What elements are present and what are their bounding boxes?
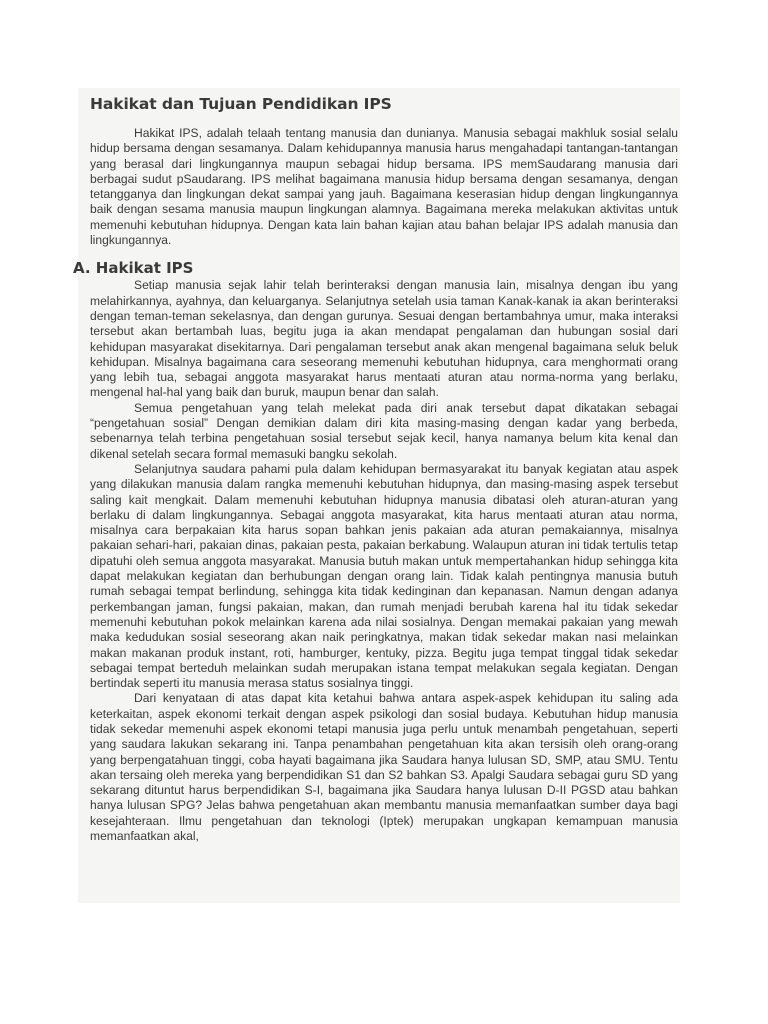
- document-content: [73, 94, 678, 844]
- section-paragraph: Dari kenyataan di atas dapat kita ketahui bahwa antara aspek-aspek kehidupan itu saling ada keterkaitan, aspek ekonomi terkait dengan aspek psikologi dan sosial budaya. Kebutuhan hidup manusia tidak sekedar memenuhi aspek ekonomi tetapi manusia juga perlu untuk menambah pengetahuan, seperti yang saudara lakukan sekarang ini. Tanpa penambahan pengetahuan kita akan tersisih oleh orang-orang yang berpengatahuan tinggi, coba hayati bagaimana jika Saudara hanya lulusan SD, SMP, atau SMU. Tentu akan tersaing oleh mereka yang berpendidikan S1 dan S2 bahkan S3. Apalgi Saudara sebagai guru SD yang sekarang dituntut harus berpendidikan S-I, bagaimana jika Saudara hanya lulusan D-II PGSD atau bahkan hanya lulusan SPG? Jelas bahwa pengetahuan akan membantu manusia memanfaatkan sumber daya bagi kesejahteraan. Ilmu pengetahuan dan teknologi (Iptek) merupakan ungkapan kemampuan manusia memanfaatkan akal,: [90, 691, 678, 844]
- document-title: Hakikat dan Tujuan Pendidikan IPS: [90, 95, 392, 113]
- section-paragraph: Setiap manusia sejak lahir telah berinteraksi dengan manusia lain, misalnya dengan ibu yang melahirkannya, ayahnya, dan keluarganya. Selanjutnya setelah usia taman Kanak-kanak ia akan berinteraksi dengan teman-teman sekelasnya, dan dengan gurunya. Sesuai dengan bertambahnya umur, maka interaksi tersebut akan bertambah luas, begitu juga ia akan mendapat pengalaman dan hubungan sosial dari kehidupan masyarakat disekitarnya. Dari pengalaman tersebut anak akan mengenal bagaimana seluk beluk kehidupan. Misalnya bagaimana cara seseorang memenuhi kebutuhan hidupnya, cara menghormati orang yang lebih tua, sebagai anggota masyarakat harus mentaati aturan atau norma-norma yang berlaku, mengenal hal-hal yang baik dan buruk, maupun benar dan salah.: [90, 278, 678, 400]
- section-paragraph: Selanjutnya saudara pahami pula dalam kehidupan bermasyarakat itu banyak kegiatan atau aspek yang dilakukan manusia dalam rangka memenuhi kebutuhan hidupnya, dan masing-masing aspek tersebut saling kait mengkait. Dalam memenuhi kebutuhan hidupnya manusia dibatasi oleh aturan-aturan yang berlaku di dalam lingkungannya. Sebagai anggota masyarakat, kita harus mentaati aturan atau norma, misalnya cara berpakaian kita harus sopan bahkan jenis pakaian ada aturan pemakaiannya, misalnya pakaian sehari-hari, pakaian dinas, pakaian pesta, pakaian berkabung. Walaupun aturan ini tidak tertulis tetap dipatuhi oleh semua anggota masyarakat. Manusia butuh makan untuk mempertahankan hidup sehingga kita dapat melakukan kegiatan dan berhubungan dengan orang lain. Tidak kalah pentingnya manusia butuh rumah sebagai tempat berlindung, sehingga kita tidak kedinginan dan kepanasan. Namun dengan adanya perkembangan jaman, fungsi pakaian, makan, dan rumah menjadi berubah karena hal itu tidak sekedar memenuhi kebutuhan pokok melainkan karena ada nilai sosialnya. Dengan memakai pakaian yang mewah maka kedudukan sosial seseorang akan naik peringkatnya, makan tidak sekedar makan nasi melainkan makan makanan produk instant, roti, hamburger, kentuky, pizza. Begitu juga tempat tinggal tidak sekedar sebagai tempat berteduh melainkan sudah merupakan istana tempat melakukan segala kegiatan. Dengan bertindak seperti itu manusia merasa status sosialnya tinggi.: [90, 461, 678, 691]
- section-heading: A. Hakikat IPS: [73, 259, 194, 278]
- intro-paragraph: Hakikat IPS, adalah telaah tentang manusia dan dunianya. Manusia sebagai makhluk sosial selalu hidup bersama dengan sesamanya. Dalam kehidupannya manusia harus mengahadapi tantangan-tantangan yang berasal dari lingkungannya maupun sebagai hidup bersama. IPS memSaudarang manusia dari berbagai sudut pSaudarang. IPS melihat bagaimana manusia hidup bersama dengan sesamanya, dengan tetangganya dan lingkungan dekat sampai yang jauh. Bagaimana keserasian hidup dengan lingkungannya baik dengan sesama manusia maupun lingkungan alamnya. Bagaimana mereka melakukan aktivitas untuk memenuhi kebutuhan hidupnya. Dengan kata lain bahan kajian atau bahan belajar IPS adalah manusia dan lingkungannya.: [90, 126, 678, 248]
- section-paragraph: Semua pengetahuan yang telah melekat pada diri anak tersebut dapat dikatakan sebagai “pengetahuan sosial” Dengan demikian dalam diri kita masing-masing dengan kadar yang berbeda, sebenarnya telah terbina pengetahuan sosial tersebut sejak kecil, hanya namanya belum kita kenal dan dikenal setelah secara formal memasuki bangku sekolah.: [90, 400, 678, 461]
